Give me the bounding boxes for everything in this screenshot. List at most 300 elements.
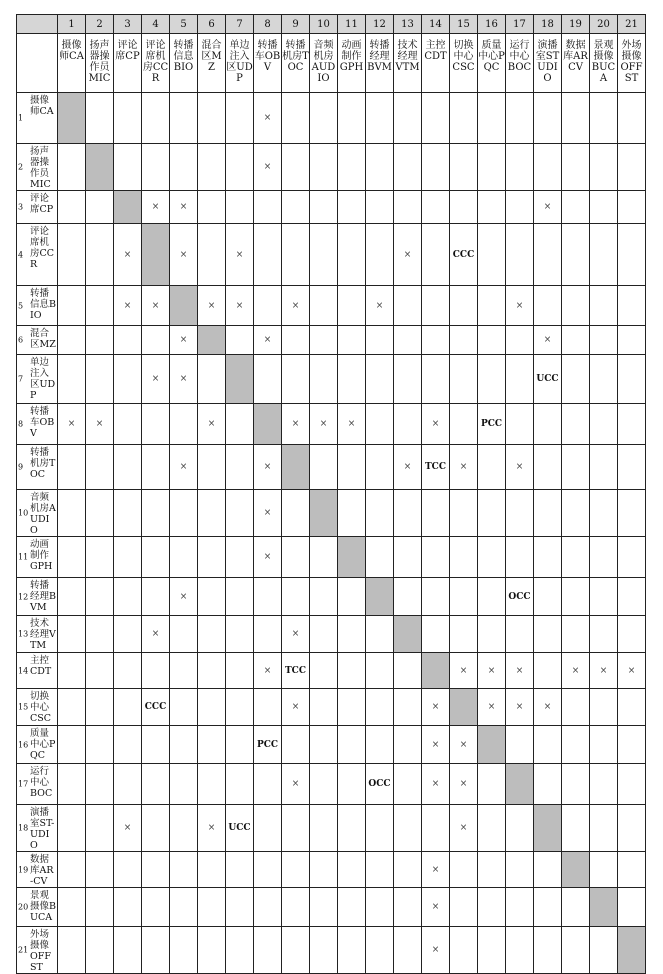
matrix-cell: TCC xyxy=(422,445,450,490)
matrix-cell xyxy=(142,805,170,852)
matrix-cell-diagonal xyxy=(114,191,142,224)
matrix-cell xyxy=(338,445,366,490)
column-number: 11 xyxy=(338,15,366,34)
matrix-cell xyxy=(590,286,618,326)
matrix-cell xyxy=(478,286,506,326)
matrix-cell xyxy=(338,805,366,852)
matrix-cell xyxy=(338,578,366,616)
row-header xyxy=(17,888,58,927)
matrix-cell xyxy=(618,445,646,490)
matrix-cell xyxy=(506,326,534,355)
matrix-cell: TCC xyxy=(282,653,310,689)
matrix-cell xyxy=(394,93,422,144)
matrix-cell xyxy=(478,805,506,852)
matrix-cell xyxy=(338,93,366,144)
row-number: 5 xyxy=(18,301,24,310)
matrix-cell xyxy=(478,537,506,578)
matrix-cell xyxy=(310,144,338,191)
matrix-row xyxy=(17,191,646,224)
matrix-cell xyxy=(534,764,562,805)
matrix-cell: × xyxy=(198,286,226,326)
column-number: 1 xyxy=(58,15,86,34)
column-header xyxy=(282,34,310,93)
matrix-cell xyxy=(86,191,114,224)
column-header-label: 混合区MZ xyxy=(201,40,222,73)
matrix-cell xyxy=(198,852,226,888)
column-header-label: 单边注入区UDP xyxy=(226,40,253,84)
matrix-cell xyxy=(506,852,534,888)
matrix-cell xyxy=(58,927,86,974)
row-header-label: 景观摄像BUCA xyxy=(30,890,56,923)
matrix-cell: × xyxy=(590,653,618,689)
matrix-cell: PCC xyxy=(478,404,506,445)
matrix-cell xyxy=(310,888,338,927)
matrix-cell xyxy=(114,404,142,445)
matrix-cell xyxy=(86,689,114,726)
row-header xyxy=(17,805,58,852)
row-header xyxy=(17,653,58,689)
matrix-cell xyxy=(366,653,394,689)
matrix-cell xyxy=(562,445,590,490)
matrix-cell xyxy=(170,852,198,888)
matrix-cell xyxy=(198,490,226,537)
column-header xyxy=(254,34,282,93)
matrix-cell xyxy=(310,852,338,888)
column-number: 7 xyxy=(226,15,254,34)
matrix-cell xyxy=(590,805,618,852)
matrix-cell: × xyxy=(142,616,170,653)
matrix-cell xyxy=(310,653,338,689)
row-number: 19 xyxy=(18,865,29,874)
matrix-cell xyxy=(58,689,86,726)
matrix-cell xyxy=(618,616,646,653)
matrix-cell xyxy=(562,144,590,191)
column-header xyxy=(226,34,254,93)
row-number: 10 xyxy=(18,508,29,518)
matrix-cell xyxy=(226,191,254,224)
row-number: 11 xyxy=(18,552,29,562)
matrix-cell xyxy=(282,852,310,888)
row-header-label: 评论席机房CCR xyxy=(30,226,55,270)
matrix-cell xyxy=(590,326,618,355)
matrix-cell xyxy=(86,445,114,490)
matrix-cell xyxy=(282,224,310,286)
column-header xyxy=(534,34,562,93)
matrix-cell xyxy=(590,224,618,286)
matrix-row xyxy=(17,404,646,445)
matrix-cell xyxy=(86,93,114,144)
matrix-cell xyxy=(282,537,310,578)
row-number: 20 xyxy=(18,902,29,912)
column-header xyxy=(142,34,170,93)
matrix-cell xyxy=(562,326,590,355)
matrix-cell xyxy=(170,404,198,445)
row-header-label: 主控CDT xyxy=(30,655,52,677)
column-header-label: 评论席CP xyxy=(115,40,140,62)
matrix-cell xyxy=(478,578,506,616)
matrix-cell: × xyxy=(422,689,450,726)
column-header xyxy=(338,34,366,93)
matrix-cell xyxy=(562,404,590,445)
matrix-cell-diagonal xyxy=(338,537,366,578)
column-header-label: 摄像师CA xyxy=(59,40,84,62)
matrix-cell xyxy=(310,191,338,224)
matrix-cell xyxy=(226,764,254,805)
matrix-cell xyxy=(282,144,310,191)
column-header-label: 主控CDT xyxy=(424,40,447,62)
matrix-cell: × xyxy=(450,653,478,689)
column-header xyxy=(478,34,506,93)
matrix-cell xyxy=(58,355,86,404)
matrix-cell: OCC xyxy=(506,578,534,616)
matrix-cell xyxy=(422,191,450,224)
matrix-cell xyxy=(394,764,422,805)
matrix-cell xyxy=(366,355,394,404)
matrix-cell xyxy=(534,888,562,927)
matrix-cell: × xyxy=(450,764,478,805)
matrix-cell xyxy=(114,726,142,764)
matrix-cell: × xyxy=(254,653,282,689)
matrix-cell xyxy=(478,326,506,355)
matrix-cell: × xyxy=(226,286,254,326)
matrix-cell: UCC xyxy=(226,805,254,852)
matrix-cell xyxy=(338,286,366,326)
matrix-cell xyxy=(254,927,282,974)
matrix-cell-diagonal xyxy=(226,355,254,404)
matrix-cell xyxy=(590,191,618,224)
matrix-cell xyxy=(310,286,338,326)
matrix-cell xyxy=(590,726,618,764)
row-header-label: 数据库AR-CV xyxy=(30,854,54,887)
matrix-cell xyxy=(562,726,590,764)
matrix-cell xyxy=(226,93,254,144)
matrix-cell xyxy=(58,445,86,490)
matrix-cell xyxy=(282,805,310,852)
column-header xyxy=(170,34,198,93)
matrix-cell xyxy=(114,445,142,490)
matrix-cell: × xyxy=(170,326,198,355)
matrix-cell xyxy=(366,726,394,764)
matrix-cell xyxy=(590,927,618,974)
column-header-label: 转播信息BIO xyxy=(173,40,194,73)
column-number: 16 xyxy=(478,15,506,34)
matrix-cell xyxy=(142,764,170,805)
matrix-cell xyxy=(282,578,310,616)
row-header xyxy=(17,286,58,326)
matrix-cell xyxy=(422,144,450,191)
matrix-cell xyxy=(450,355,478,404)
matrix-cell xyxy=(170,689,198,726)
matrix-cell xyxy=(618,144,646,191)
row-header-label: 转播机房TOC xyxy=(30,447,56,480)
matrix-cell xyxy=(618,852,646,888)
row-number: 4 xyxy=(18,250,24,259)
matrix-cell-diagonal xyxy=(394,616,422,653)
matrix-cell xyxy=(58,144,86,191)
matrix-cell: UCC xyxy=(534,355,562,404)
matrix-cell xyxy=(422,286,450,326)
matrix-cell: × xyxy=(254,93,282,144)
matrix-cell xyxy=(170,726,198,764)
row-header xyxy=(17,445,58,490)
matrix-cell xyxy=(534,286,562,326)
matrix-cell xyxy=(590,689,618,726)
matrix-cell xyxy=(338,726,366,764)
matrix-cell xyxy=(366,616,394,653)
matrix-cell xyxy=(506,537,534,578)
matrix-cell: × xyxy=(366,286,394,326)
row-header-label: 扬声器操作员MIC xyxy=(30,146,51,190)
matrix-cell xyxy=(310,764,338,805)
matrix-cell xyxy=(478,144,506,191)
row-header-label: 转播经理BVM xyxy=(30,580,56,613)
matrix-cell xyxy=(58,888,86,927)
column-header xyxy=(366,34,394,93)
matrix-cell xyxy=(226,144,254,191)
matrix-cell: × xyxy=(478,653,506,689)
row-header xyxy=(17,927,58,974)
row-header-label: 单边注入区UDP xyxy=(30,357,56,401)
matrix-cell xyxy=(618,689,646,726)
matrix-cell: × xyxy=(198,805,226,852)
row-header-label: 摄像师CA xyxy=(30,95,54,117)
row-header-label: 运行中心BOC xyxy=(30,766,53,799)
matrix-cell xyxy=(198,726,226,764)
matrix-cell xyxy=(478,93,506,144)
matrix-cell xyxy=(506,224,534,286)
row-number: 9 xyxy=(18,462,24,472)
matrix-cell: × xyxy=(226,224,254,286)
matrix-cell xyxy=(506,93,534,144)
column-header xyxy=(58,34,86,93)
matrix-cell xyxy=(310,93,338,144)
matrix-cell xyxy=(86,852,114,888)
matrix-cell xyxy=(254,578,282,616)
matrix-cell-diagonal xyxy=(310,490,338,537)
matrix-cell: × xyxy=(142,191,170,224)
row-number: 18 xyxy=(18,823,29,833)
matrix-cell xyxy=(254,852,282,888)
matrix-cell xyxy=(86,616,114,653)
matrix-cell xyxy=(114,764,142,805)
matrix-cell xyxy=(142,927,170,974)
matrix-cell xyxy=(142,326,170,355)
matrix-cell xyxy=(310,326,338,355)
matrix-row xyxy=(17,888,646,927)
matrix-cell-diagonal xyxy=(534,805,562,852)
matrix-cell xyxy=(562,927,590,974)
matrix-cell xyxy=(618,578,646,616)
matrix-cell xyxy=(562,578,590,616)
matrix-cell xyxy=(394,888,422,927)
matrix-cell: × xyxy=(422,726,450,764)
matrix-cell xyxy=(86,537,114,578)
matrix-cell xyxy=(114,326,142,355)
matrix-cell xyxy=(114,537,142,578)
matrix-cell xyxy=(534,93,562,144)
column-number: 15 xyxy=(450,15,478,34)
matrix-cell xyxy=(450,927,478,974)
column-header xyxy=(310,34,338,93)
row-number: 12 xyxy=(18,592,29,601)
matrix-cell xyxy=(114,689,142,726)
matrix-cell xyxy=(450,852,478,888)
matrix-cell xyxy=(366,689,394,726)
column-header-label: 扬声器操作员MIC xyxy=(88,40,111,84)
matrix-cell xyxy=(534,852,562,888)
matrix-cell xyxy=(366,490,394,537)
column-header-label: 转播车OBV xyxy=(254,40,281,73)
matrix-cell xyxy=(114,490,142,537)
matrix-cell xyxy=(170,927,198,974)
matrix-cell xyxy=(254,616,282,653)
matrix-cell xyxy=(478,224,506,286)
matrix-cell xyxy=(338,764,366,805)
matrix-cell xyxy=(422,326,450,355)
matrix-cell xyxy=(394,286,422,326)
matrix-row xyxy=(17,616,646,653)
matrix-cell xyxy=(58,578,86,616)
column-header xyxy=(590,34,618,93)
matrix-row xyxy=(17,764,646,805)
matrix-cell xyxy=(282,927,310,974)
matrix-cell: × xyxy=(506,286,534,326)
row-header-label: 音频机房AUDIO xyxy=(30,492,56,536)
matrix-cell xyxy=(562,888,590,927)
matrix-cell xyxy=(422,805,450,852)
matrix-cell xyxy=(86,326,114,355)
column-header xyxy=(86,34,114,93)
column-header-label: 质量中心PQC xyxy=(478,40,505,73)
matrix-cell xyxy=(562,537,590,578)
matrix-cell xyxy=(506,144,534,191)
column-number: 4 xyxy=(142,15,170,34)
matrix-cell xyxy=(226,653,254,689)
matrix-cell: × xyxy=(422,404,450,445)
matrix-cell xyxy=(142,404,170,445)
matrix-cell xyxy=(590,404,618,445)
matrix-cell: × xyxy=(254,445,282,490)
matrix-cell xyxy=(58,490,86,537)
matrix-cell xyxy=(450,537,478,578)
matrix-row xyxy=(17,927,646,974)
matrix-cell xyxy=(226,326,254,355)
matrix-cell: × xyxy=(170,224,198,286)
matrix-cell xyxy=(562,93,590,144)
matrix-cell: PCC xyxy=(254,726,282,764)
matrix-cell xyxy=(478,191,506,224)
matrix-cell: × xyxy=(282,764,310,805)
column-header-label: 景观摄像BUCA xyxy=(591,40,616,84)
matrix-cell xyxy=(562,805,590,852)
matrix-cell xyxy=(366,927,394,974)
matrix-cell xyxy=(338,144,366,191)
matrix-cell xyxy=(142,490,170,537)
matrix-cell xyxy=(226,888,254,927)
row-header-label: 动画制作GPH xyxy=(30,539,53,572)
matrix-cell xyxy=(226,852,254,888)
matrix-cell xyxy=(198,616,226,653)
matrix-cell xyxy=(590,616,618,653)
matrix-cell xyxy=(282,726,310,764)
matrix-cell xyxy=(478,616,506,653)
matrix-cell xyxy=(198,445,226,490)
matrix-cell xyxy=(590,355,618,404)
matrix-cell xyxy=(114,653,142,689)
matrix-cell xyxy=(338,490,366,537)
matrix-cell xyxy=(618,404,646,445)
matrix-cell xyxy=(534,616,562,653)
matrix-cell: × xyxy=(618,653,646,689)
matrix-cell xyxy=(226,404,254,445)
row-number: 14 xyxy=(18,666,29,675)
matrix-row xyxy=(17,537,646,578)
matrix-cell xyxy=(254,764,282,805)
matrix-cell xyxy=(142,852,170,888)
column-number: 13 xyxy=(394,15,422,34)
row-header-label: 切换中心CSC xyxy=(30,691,52,724)
matrix-cell xyxy=(394,537,422,578)
matrix-cell xyxy=(198,93,226,144)
matrix-cell xyxy=(198,578,226,616)
column-header xyxy=(114,34,142,93)
matrix-cell xyxy=(338,326,366,355)
matrix-cell xyxy=(170,616,198,653)
matrix-cell xyxy=(590,144,618,191)
matrix-cell xyxy=(86,578,114,616)
matrix-cell xyxy=(422,490,450,537)
matrix-cell xyxy=(338,653,366,689)
row-header-label: 演播室ST-UDIO xyxy=(30,807,55,851)
matrix-cell-diagonal xyxy=(170,286,198,326)
matrix-cell xyxy=(422,355,450,404)
matrix-cell xyxy=(422,616,450,653)
matrix-cell xyxy=(394,653,422,689)
matrix-cell xyxy=(366,852,394,888)
matrix-cell xyxy=(310,689,338,726)
matrix-cell xyxy=(170,805,198,852)
matrix-cell xyxy=(366,404,394,445)
column-header-label: 数据库ARCV xyxy=(563,40,588,73)
column-header-label: 切换中心CSC xyxy=(452,40,475,73)
row-number: 16 xyxy=(18,740,29,749)
matrix-cell xyxy=(86,490,114,537)
matrix-cell xyxy=(534,144,562,191)
matrix-cell xyxy=(450,286,478,326)
column-header xyxy=(450,34,478,93)
matrix-cell xyxy=(506,191,534,224)
matrix-cell xyxy=(534,445,562,490)
matrix-cell xyxy=(310,578,338,616)
matrix-cell xyxy=(310,616,338,653)
matrix-cell xyxy=(394,726,422,764)
matrix-cell: × xyxy=(254,490,282,537)
matrix-cell xyxy=(338,616,366,653)
matrix-cell: × xyxy=(170,445,198,490)
matrix-cell xyxy=(142,537,170,578)
matrix-row xyxy=(17,578,646,616)
matrix-cell xyxy=(590,445,618,490)
column-number: 5 xyxy=(170,15,198,34)
matrix-cell xyxy=(590,852,618,888)
row-header-label: 质量中心PQC xyxy=(30,728,56,761)
matrix-cell: × xyxy=(422,852,450,888)
matrix-cell xyxy=(506,805,534,852)
matrix-cell xyxy=(142,578,170,616)
matrix-cell xyxy=(478,445,506,490)
matrix-cell xyxy=(282,888,310,927)
matrix-cell xyxy=(478,888,506,927)
